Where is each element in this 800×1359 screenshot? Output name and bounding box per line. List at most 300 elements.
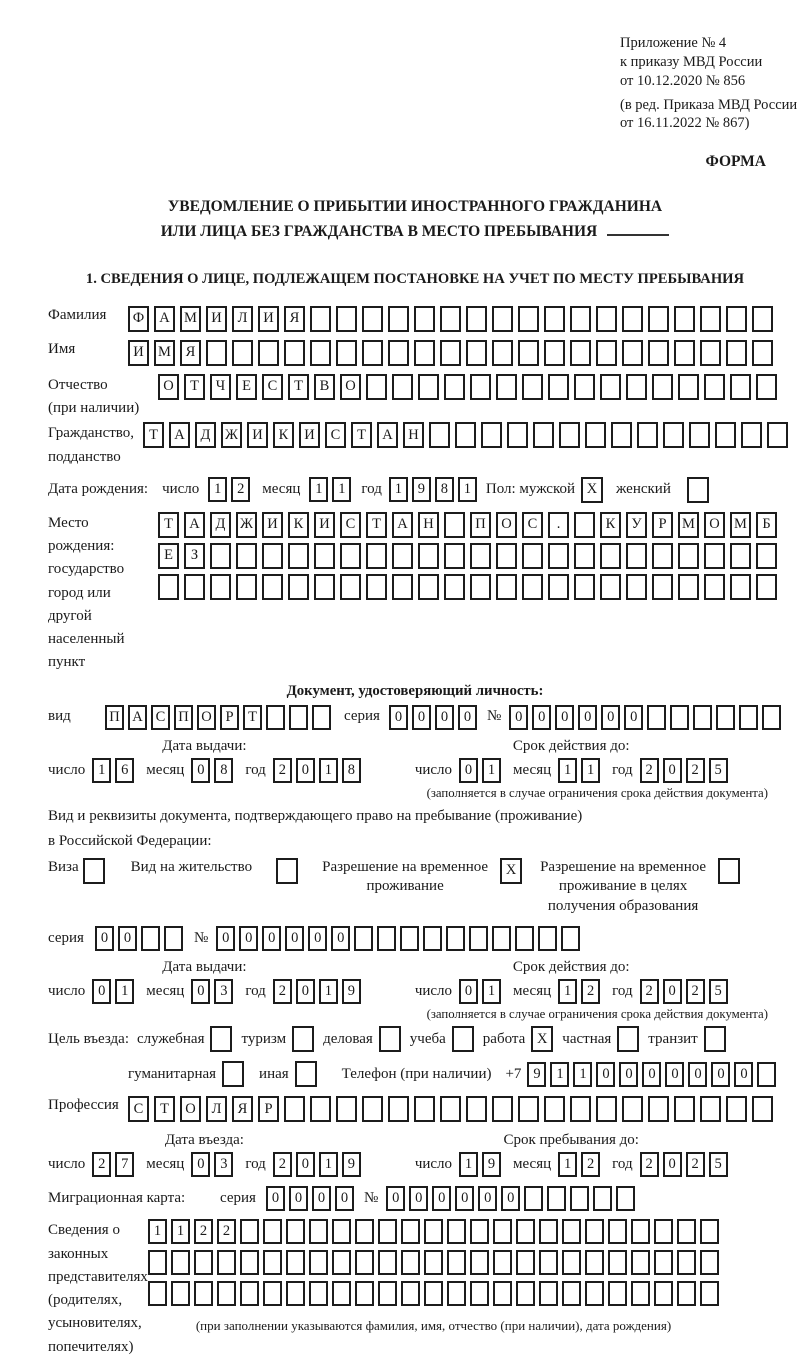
char-cell[interactable]: [388, 306, 409, 332]
char-cell[interactable]: [378, 1219, 397, 1244]
char-cell[interactable]: 0: [266, 1186, 285, 1211]
char-cell[interactable]: 3: [214, 979, 233, 1004]
char-cell[interactable]: [515, 926, 534, 951]
char-cell[interactable]: [561, 926, 580, 951]
char-cell[interactable]: [730, 574, 751, 600]
char-cell[interactable]: 0: [386, 1186, 405, 1211]
char-cell[interactable]: [562, 1250, 581, 1275]
char-cell[interactable]: [336, 306, 357, 332]
char-cell[interactable]: 1: [482, 758, 501, 783]
char-cell[interactable]: [616, 1186, 635, 1211]
char-cell[interactable]: 2: [581, 1152, 600, 1177]
char-cell[interactable]: 1: [309, 477, 328, 502]
char-cell[interactable]: [700, 306, 721, 332]
char-cell[interactable]: 2: [273, 758, 292, 783]
char-cell[interactable]: А: [184, 512, 205, 538]
char-cell[interactable]: 1: [332, 477, 351, 502]
char-cell[interactable]: К: [288, 512, 309, 538]
char-cell[interactable]: [444, 512, 465, 538]
char-cell[interactable]: [492, 306, 513, 332]
char-cell[interactable]: Е: [236, 374, 257, 400]
char-cell[interactable]: 0: [663, 758, 682, 783]
char-cell[interactable]: Я: [180, 340, 201, 366]
char-cell[interactable]: [158, 574, 179, 600]
char-cell[interactable]: [263, 1281, 282, 1306]
char-cell[interactable]: [455, 422, 476, 448]
sex-female-checkbox[interactable]: [687, 477, 709, 503]
char-cell[interactable]: [309, 1281, 328, 1306]
char-cell[interactable]: 0: [596, 1062, 615, 1087]
char-cell[interactable]: [585, 1281, 604, 1306]
char-cell[interactable]: [693, 705, 712, 730]
char-cell[interactable]: И: [128, 340, 149, 366]
char-cell[interactable]: [700, 340, 721, 366]
char-cell[interactable]: 0: [262, 926, 281, 951]
char-cell[interactable]: [652, 574, 673, 600]
char-cell[interactable]: Е: [158, 543, 179, 569]
char-cell[interactable]: 0: [624, 705, 643, 730]
char-cell[interactable]: К: [600, 512, 621, 538]
char-cell[interactable]: [366, 374, 387, 400]
char-cell[interactable]: 0: [458, 705, 477, 730]
char-cell[interactable]: [466, 1096, 487, 1122]
char-cell[interactable]: [570, 306, 591, 332]
char-cell[interactable]: [767, 422, 788, 448]
char-cell[interactable]: 2: [217, 1219, 236, 1244]
char-cell[interactable]: [429, 422, 450, 448]
char-cell[interactable]: [631, 1250, 650, 1275]
char-cell[interactable]: [539, 1281, 558, 1306]
char-cell[interactable]: 0: [435, 705, 454, 730]
char-cell[interactable]: [670, 705, 689, 730]
char-cell[interactable]: О: [158, 374, 179, 400]
char-cell[interactable]: Т: [243, 705, 262, 730]
char-cell[interactable]: [700, 1281, 719, 1306]
char-cell[interactable]: [648, 1096, 669, 1122]
char-cell[interactable]: [355, 1219, 374, 1244]
char-cell[interactable]: А: [377, 422, 398, 448]
char-cell[interactable]: [366, 543, 387, 569]
char-cell[interactable]: А: [392, 512, 413, 538]
char-cell[interactable]: Ж: [236, 512, 257, 538]
char-cell[interactable]: [739, 705, 758, 730]
char-cell[interactable]: 9: [342, 1152, 361, 1177]
char-cell[interactable]: [654, 1281, 673, 1306]
char-cell[interactable]: 0: [312, 1186, 331, 1211]
char-cell[interactable]: 2: [273, 979, 292, 1004]
char-cell[interactable]: 5: [709, 1152, 728, 1177]
char-cell[interactable]: 1: [581, 758, 600, 783]
char-cell[interactable]: Т: [158, 512, 179, 538]
char-cell[interactable]: 9: [342, 979, 361, 1004]
char-cell[interactable]: [570, 1186, 589, 1211]
char-cell[interactable]: 2: [231, 477, 250, 502]
char-cell[interactable]: [148, 1281, 167, 1306]
char-cell[interactable]: 0: [555, 705, 574, 730]
char-cell[interactable]: [726, 1096, 747, 1122]
char-cell[interactable]: [332, 1250, 351, 1275]
char-cell[interactable]: [496, 543, 517, 569]
char-cell[interactable]: Ф: [128, 306, 149, 332]
char-cell[interactable]: [444, 374, 465, 400]
char-cell[interactable]: [336, 1096, 357, 1122]
char-cell[interactable]: 2: [640, 979, 659, 1004]
char-cell[interactable]: О: [496, 512, 517, 538]
char-cell[interactable]: [378, 1250, 397, 1275]
char-cell[interactable]: [469, 926, 488, 951]
char-cell[interactable]: С: [128, 1096, 149, 1122]
char-cell[interactable]: 0: [289, 1186, 308, 1211]
char-cell[interactable]: [544, 1096, 565, 1122]
char-cell[interactable]: [418, 543, 439, 569]
char-cell[interactable]: 2: [686, 979, 705, 1004]
char-cell[interactable]: [600, 543, 621, 569]
char-cell[interactable]: [377, 926, 396, 951]
char-cell[interactable]: Н: [403, 422, 424, 448]
char-cell[interactable]: [593, 1186, 612, 1211]
char-cell[interactable]: А: [169, 422, 190, 448]
char-cell[interactable]: [647, 705, 666, 730]
char-cell[interactable]: [236, 574, 257, 600]
char-cell[interactable]: З: [184, 543, 205, 569]
char-cell[interactable]: [570, 340, 591, 366]
sex-male-checkbox[interactable]: X: [581, 477, 603, 503]
char-cell[interactable]: [470, 1250, 489, 1275]
char-cell[interactable]: [355, 1281, 374, 1306]
char-cell[interactable]: 8: [214, 758, 233, 783]
char-cell[interactable]: С: [522, 512, 543, 538]
char-cell[interactable]: [654, 1219, 673, 1244]
char-cell[interactable]: [496, 374, 517, 400]
char-cell[interactable]: [652, 543, 673, 569]
char-cell[interactable]: [481, 422, 502, 448]
char-cell[interactable]: [470, 374, 491, 400]
char-cell[interactable]: Т: [288, 374, 309, 400]
char-cell[interactable]: П: [174, 705, 193, 730]
char-cell[interactable]: [418, 374, 439, 400]
char-cell[interactable]: [596, 340, 617, 366]
char-cell[interactable]: [704, 543, 725, 569]
char-cell[interactable]: [596, 1096, 617, 1122]
char-cell[interactable]: С: [340, 512, 361, 538]
char-cell[interactable]: [240, 1281, 259, 1306]
char-cell[interactable]: 1: [319, 758, 338, 783]
char-cell[interactable]: [148, 1250, 167, 1275]
char-cell[interactable]: 7: [115, 1152, 134, 1177]
char-cell[interactable]: [631, 1219, 650, 1244]
char-cell[interactable]: Д: [195, 422, 216, 448]
char-cell[interactable]: Т: [154, 1096, 175, 1122]
char-cell[interactable]: [716, 705, 735, 730]
char-cell[interactable]: [715, 422, 736, 448]
char-cell[interactable]: [184, 574, 205, 600]
char-cell[interactable]: П: [470, 512, 491, 538]
char-cell[interactable]: 0: [601, 705, 620, 730]
char-cell[interactable]: 0: [459, 758, 478, 783]
char-cell[interactable]: [263, 1219, 282, 1244]
char-cell[interactable]: И: [262, 512, 283, 538]
char-cell[interactable]: [674, 1096, 695, 1122]
char-cell[interactable]: [608, 1250, 627, 1275]
purpose-checkbox[interactable]: [210, 1026, 232, 1052]
char-cell[interactable]: [585, 1250, 604, 1275]
char-cell[interactable]: [756, 374, 777, 400]
char-cell[interactable]: [362, 340, 383, 366]
char-cell[interactable]: [284, 340, 305, 366]
char-cell[interactable]: [414, 306, 435, 332]
char-cell[interactable]: [414, 340, 435, 366]
char-cell[interactable]: 1: [558, 758, 577, 783]
char-cell[interactable]: [141, 926, 160, 951]
char-cell[interactable]: [355, 1250, 374, 1275]
char-cell[interactable]: [447, 1219, 466, 1244]
char-cell[interactable]: 1: [319, 1152, 338, 1177]
char-cell[interactable]: [470, 574, 491, 600]
char-cell[interactable]: Р: [258, 1096, 279, 1122]
char-cell[interactable]: 9: [527, 1062, 546, 1087]
char-cell[interactable]: [522, 574, 543, 600]
char-cell[interactable]: [730, 543, 751, 569]
char-cell[interactable]: [423, 926, 442, 951]
char-cell[interactable]: 0: [734, 1062, 753, 1087]
char-cell[interactable]: [648, 340, 669, 366]
char-cell[interactable]: 1: [319, 979, 338, 1004]
purpose-checkbox[interactable]: [222, 1061, 244, 1087]
char-cell[interactable]: Н: [418, 512, 439, 538]
char-cell[interactable]: 0: [432, 1186, 451, 1211]
char-cell[interactable]: [674, 340, 695, 366]
char-cell[interactable]: [414, 1096, 435, 1122]
char-cell[interactable]: [470, 1281, 489, 1306]
char-cell[interactable]: [522, 543, 543, 569]
char-cell[interactable]: 1: [558, 1152, 577, 1177]
char-cell[interactable]: 0: [459, 979, 478, 1004]
char-cell[interactable]: 0: [191, 1152, 210, 1177]
char-cell[interactable]: [284, 1096, 305, 1122]
char-cell[interactable]: 5: [709, 758, 728, 783]
char-cell[interactable]: 1: [389, 477, 408, 502]
char-cell[interactable]: [518, 1096, 539, 1122]
char-cell[interactable]: 0: [389, 705, 408, 730]
purpose-checkbox[interactable]: [452, 1026, 474, 1052]
char-cell[interactable]: [547, 1186, 566, 1211]
char-cell[interactable]: [574, 574, 595, 600]
char-cell[interactable]: [539, 1219, 558, 1244]
char-cell[interactable]: 0: [409, 1186, 428, 1211]
char-cell[interactable]: 0: [296, 1152, 315, 1177]
char-cell[interactable]: 0: [478, 1186, 497, 1211]
char-cell[interactable]: 2: [273, 1152, 292, 1177]
char-cell[interactable]: [314, 574, 335, 600]
char-cell[interactable]: 2: [640, 1152, 659, 1177]
char-cell[interactable]: О: [197, 705, 216, 730]
char-cell[interactable]: [446, 926, 465, 951]
char-cell[interactable]: 0: [216, 926, 235, 951]
char-cell[interactable]: 2: [194, 1219, 213, 1244]
char-cell[interactable]: [756, 574, 777, 600]
char-cell[interactable]: .: [548, 512, 569, 538]
char-cell[interactable]: [286, 1219, 305, 1244]
char-cell[interactable]: 0: [578, 705, 597, 730]
char-cell[interactable]: [652, 374, 673, 400]
char-cell[interactable]: [388, 1096, 409, 1122]
char-cell[interactable]: [626, 374, 647, 400]
char-cell[interactable]: [516, 1281, 535, 1306]
char-cell[interactable]: [574, 374, 595, 400]
char-cell[interactable]: 0: [619, 1062, 638, 1087]
char-cell[interactable]: [314, 543, 335, 569]
char-cell[interactable]: [310, 306, 331, 332]
char-cell[interactable]: Я: [284, 306, 305, 332]
char-cell[interactable]: Т: [351, 422, 372, 448]
char-cell[interactable]: [288, 543, 309, 569]
char-cell[interactable]: 1: [115, 979, 134, 1004]
char-cell[interactable]: С: [151, 705, 170, 730]
char-cell[interactable]: [309, 1250, 328, 1275]
purpose-checkbox[interactable]: [617, 1026, 639, 1052]
char-cell[interactable]: 0: [118, 926, 137, 951]
char-cell[interactable]: [507, 422, 528, 448]
char-cell[interactable]: 1: [573, 1062, 592, 1087]
char-cell[interactable]: 0: [285, 926, 304, 951]
char-cell[interactable]: [726, 340, 747, 366]
char-cell[interactable]: [400, 926, 419, 951]
char-cell[interactable]: [631, 1281, 650, 1306]
char-cell[interactable]: [600, 574, 621, 600]
char-cell[interactable]: 3: [214, 1152, 233, 1177]
char-cell[interactable]: [559, 422, 580, 448]
char-cell[interactable]: [354, 926, 373, 951]
char-cell[interactable]: [544, 340, 565, 366]
char-cell[interactable]: 1: [558, 979, 577, 1004]
char-cell[interactable]: [286, 1281, 305, 1306]
char-cell[interactable]: [492, 340, 513, 366]
char-cell[interactable]: [194, 1281, 213, 1306]
char-cell[interactable]: 1: [550, 1062, 569, 1087]
char-cell[interactable]: [447, 1250, 466, 1275]
char-cell[interactable]: [492, 926, 511, 951]
char-cell[interactable]: Б: [756, 512, 777, 538]
char-cell[interactable]: [378, 1281, 397, 1306]
char-cell[interactable]: [752, 306, 773, 332]
char-cell[interactable]: 2: [686, 758, 705, 783]
char-cell[interactable]: [626, 543, 647, 569]
char-cell[interactable]: 0: [335, 1186, 354, 1211]
char-cell[interactable]: [309, 1219, 328, 1244]
char-cell[interactable]: 0: [509, 705, 528, 730]
char-cell[interactable]: [447, 1281, 466, 1306]
char-cell[interactable]: [585, 1219, 604, 1244]
char-cell[interactable]: 0: [92, 979, 111, 1004]
char-cell[interactable]: М: [730, 512, 751, 538]
char-cell[interactable]: [570, 1096, 591, 1122]
char-cell[interactable]: [524, 1186, 543, 1211]
char-cell[interactable]: [310, 1096, 331, 1122]
char-cell[interactable]: И: [247, 422, 268, 448]
char-cell[interactable]: О: [704, 512, 725, 538]
char-cell[interactable]: 2: [92, 1152, 111, 1177]
char-cell[interactable]: [206, 340, 227, 366]
char-cell[interactable]: Ч: [210, 374, 231, 400]
char-cell[interactable]: [574, 543, 595, 569]
char-cell[interactable]: [562, 1281, 581, 1306]
char-cell[interactable]: [663, 422, 684, 448]
char-cell[interactable]: [466, 340, 487, 366]
char-cell[interactable]: [262, 543, 283, 569]
char-cell[interactable]: [258, 340, 279, 366]
char-cell[interactable]: 1: [459, 1152, 478, 1177]
char-cell[interactable]: О: [180, 1096, 201, 1122]
char-cell[interactable]: [752, 1096, 773, 1122]
char-cell[interactable]: [548, 374, 569, 400]
char-cell[interactable]: [752, 340, 773, 366]
char-cell[interactable]: [236, 543, 257, 569]
char-cell[interactable]: И: [299, 422, 320, 448]
char-cell[interactable]: Ж: [221, 422, 242, 448]
char-cell[interactable]: М: [180, 306, 201, 332]
char-cell[interactable]: [210, 574, 231, 600]
char-cell[interactable]: [678, 574, 699, 600]
char-cell[interactable]: Р: [652, 512, 673, 538]
char-cell[interactable]: [171, 1250, 190, 1275]
char-cell[interactable]: [217, 1281, 236, 1306]
char-cell[interactable]: [392, 574, 413, 600]
char-cell[interactable]: [424, 1250, 443, 1275]
char-cell[interactable]: О: [340, 374, 361, 400]
char-cell[interactable]: Я: [232, 1096, 253, 1122]
char-cell[interactable]: [164, 926, 183, 951]
char-cell[interactable]: [726, 306, 747, 332]
char-cell[interactable]: [194, 1250, 213, 1275]
char-cell[interactable]: [700, 1250, 719, 1275]
char-cell[interactable]: А: [128, 705, 147, 730]
visa-checkbox[interactable]: [83, 858, 105, 884]
purpose-checkbox[interactable]: [295, 1061, 317, 1087]
char-cell[interactable]: [518, 340, 539, 366]
char-cell[interactable]: [401, 1250, 420, 1275]
char-cell[interactable]: А: [154, 306, 175, 332]
purpose-checkbox[interactable]: X: [531, 1026, 553, 1052]
char-cell[interactable]: 1: [482, 979, 501, 1004]
char-cell[interactable]: 8: [435, 477, 454, 502]
char-cell[interactable]: [466, 306, 487, 332]
char-cell[interactable]: П: [105, 705, 124, 730]
char-cell[interactable]: [544, 306, 565, 332]
char-cell[interactable]: [240, 1219, 259, 1244]
char-cell[interactable]: И: [258, 306, 279, 332]
char-cell[interactable]: [340, 574, 361, 600]
char-cell[interactable]: [362, 306, 383, 332]
char-cell[interactable]: 2: [640, 758, 659, 783]
char-cell[interactable]: Т: [184, 374, 205, 400]
char-cell[interactable]: 1: [148, 1219, 167, 1244]
char-cell[interactable]: [674, 306, 695, 332]
purpose-checkbox[interactable]: [704, 1026, 726, 1052]
char-cell[interactable]: [539, 1250, 558, 1275]
char-cell[interactable]: [240, 1250, 259, 1275]
char-cell[interactable]: М: [154, 340, 175, 366]
char-cell[interactable]: [492, 1096, 513, 1122]
char-cell[interactable]: 0: [308, 926, 327, 951]
char-cell[interactable]: С: [262, 374, 283, 400]
char-cell[interactable]: [608, 1281, 627, 1306]
char-cell[interactable]: 9: [482, 1152, 501, 1177]
char-cell[interactable]: [600, 374, 621, 400]
char-cell[interactable]: [262, 574, 283, 600]
char-cell[interactable]: [611, 422, 632, 448]
char-cell[interactable]: [266, 705, 285, 730]
char-cell[interactable]: [637, 422, 658, 448]
